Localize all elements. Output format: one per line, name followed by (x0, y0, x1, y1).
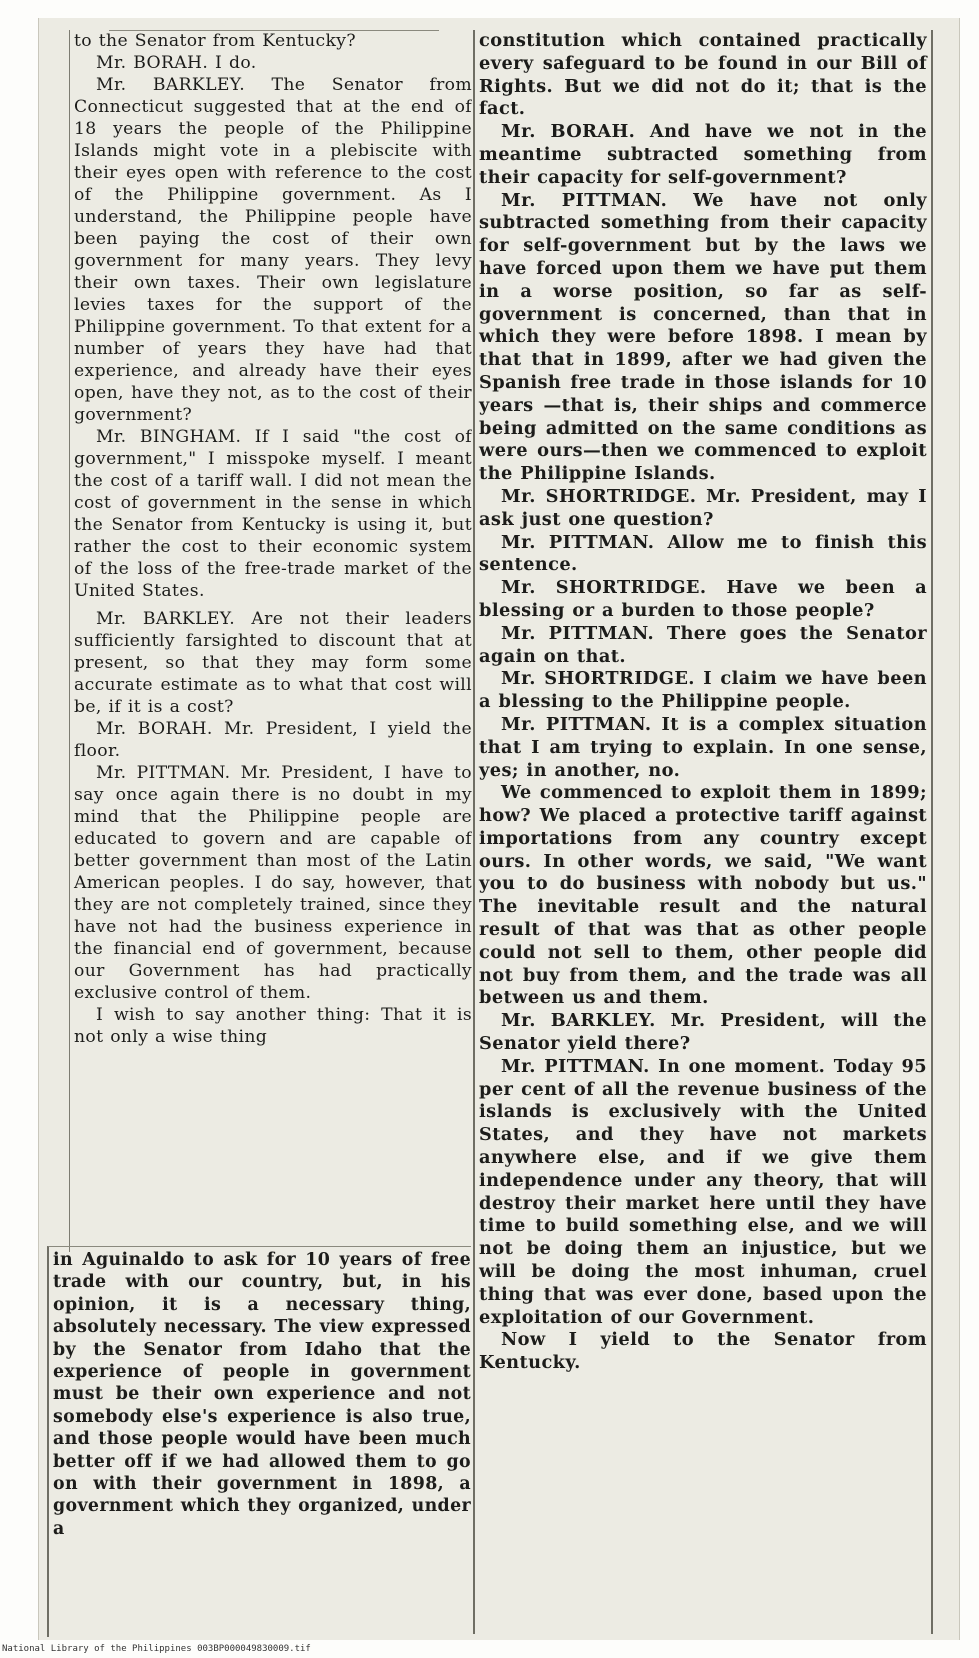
paragraph: Mr. PITTMAN. In one moment. Today 95 per cent of all the revenue business of the islands is exclusively with the United States, and they have not markets anywhere else, and if we give them independence under any theory, that will destroy their market here until they have time to build something else, and we will not be doing them an injustice, but we will be doing the most inhuman, cruel thing that was ever done, based upon the exploitation of our Government. (479, 1055, 927, 1328)
paragraph: Mr. BINGHAM. If I said "the cost of government," I misspoke myself. I meant the cost of a tariff wall. I did not mean the cost of government in the sense in which the Senator from Kentucky is using it, but rather the cost to their economic system of the loss of the free-trade market of the United States. (74, 427, 472, 601)
paragraph: Mr. BARKLEY. The Senator from Connecticut suggested that at the end of 18 years the people of the Philippine Islands might vote in a plebiscite with their eyes open with reference to the cost of the Philippine government. As I understand, the Philippine people have been paying the cost of their own government for many years. They levy their own taxes. Their own legislature levies taxes for the support of the Philippine government. To that extent for a number of years they have had that experience, and already have their eyes open, have they not, as to the cost of their government? (74, 75, 472, 425)
paragraph: Mr. SHORTRIDGE. Mr. President, may I ask just one question? (479, 485, 927, 530)
paragraph: Mr. BARKLEY. Are not their leaders sufficiently farsighted to discount that at present, so that they may form some accurate estimate as to what that cost will be, if it is a cost? (74, 609, 472, 717)
paragraph: in Aguinaldo to ask for 10 years of free trade with our country, but, in his opinion, it is a necessary thing, absolutely necessary. The view expressed by the Senator from Idaho that the experience of people in government must be their own experience and not somebody else's experience is also true, and those people would have been much better off if we had allowed them to go on with their government in 1898, a government which they organized, under a (53, 1250, 471, 1539)
paragraph: I wish to say another thing: That it is not only a wise thing (74, 1005, 472, 1047)
paragraph: Mr. BORAH. And have we not in the meantime subtracted something from their capacity for self-government? (479, 121, 927, 188)
paragraph: Mr. PITTMAN. There goes the Senator again on that. (479, 622, 927, 667)
scan-footer: National Library of the Philippines 003BP000049830009.tif (2, 1644, 311, 1654)
paragraph: Now I yield to the Senator from Kentucky. (479, 1329, 927, 1374)
paragraph: Mr. PITTMAN. Mr. President, I have to say once again there is no doubt in my mind that the Philippine people are educated to govern and are capable of better government than most of the Latin American peoples. I do say, however, that they are not completely trained, since they have not had the business experience in the financial end of government, because our Government has had practically exclusive control of them. (74, 763, 472, 1003)
paragraph: Mr. PITTMAN. Allow me to finish this sentence. (479, 531, 927, 576)
column-right (473, 30, 933, 1634)
paragraph: Mr. PITTMAN. We have not only subtracted something from their capacity for self-government but by the laws we have forced upon them we have put them in a worse position, so far as self-government is concerned, than that in which they were before 1898. I mean by that that in 1899, after we had given the Spanish free trade in those islands for 10 years —that is, their ships and commerce being admitted on the same conditions as were ours—then we commenced to exploit the Philippine Islands. (479, 189, 927, 485)
paragraph: constitution which contained practically every safeguard to be found in our Bill of Rights. But we did not do it; that is the fact. (479, 30, 927, 120)
paragraph: Mr. SHORTRIDGE. I claim we have been a blessing to the Philippine people. (479, 668, 927, 713)
paragraph: to the Senator from Kentucky? (74, 31, 356, 51)
paragraph: Mr. PITTMAN. It is a complex situation that I am trying to explain. In one sense, yes; in another, no. (479, 713, 927, 781)
column-left-top (69, 30, 472, 1252)
paragraph: We commenced to exploit them in 1899; how? We placed a protective tariff against importations from any country except ours. In other words, we said, "We want you to do business with nobody but us." The inevitable result and the natural result of that was that as other people could not sell to them, other people did not buy from them, and the trade was all between us and them. (479, 782, 927, 1009)
column-left-bottom (47, 1246, 471, 1637)
paragraph: Mr. BARKLEY. Mr. President, will the Senator yield there? (479, 1010, 927, 1055)
paragraph: Mr. BORAH. I do. (96, 53, 257, 73)
paragraph: Mr. BORAH. Mr. President, I yield the floor. (74, 719, 472, 761)
newspaper-clipping (38, 18, 960, 1640)
paragraph: Mr. SHORTRIDGE. Have we been a blessing or a burden to those people? (479, 577, 927, 621)
